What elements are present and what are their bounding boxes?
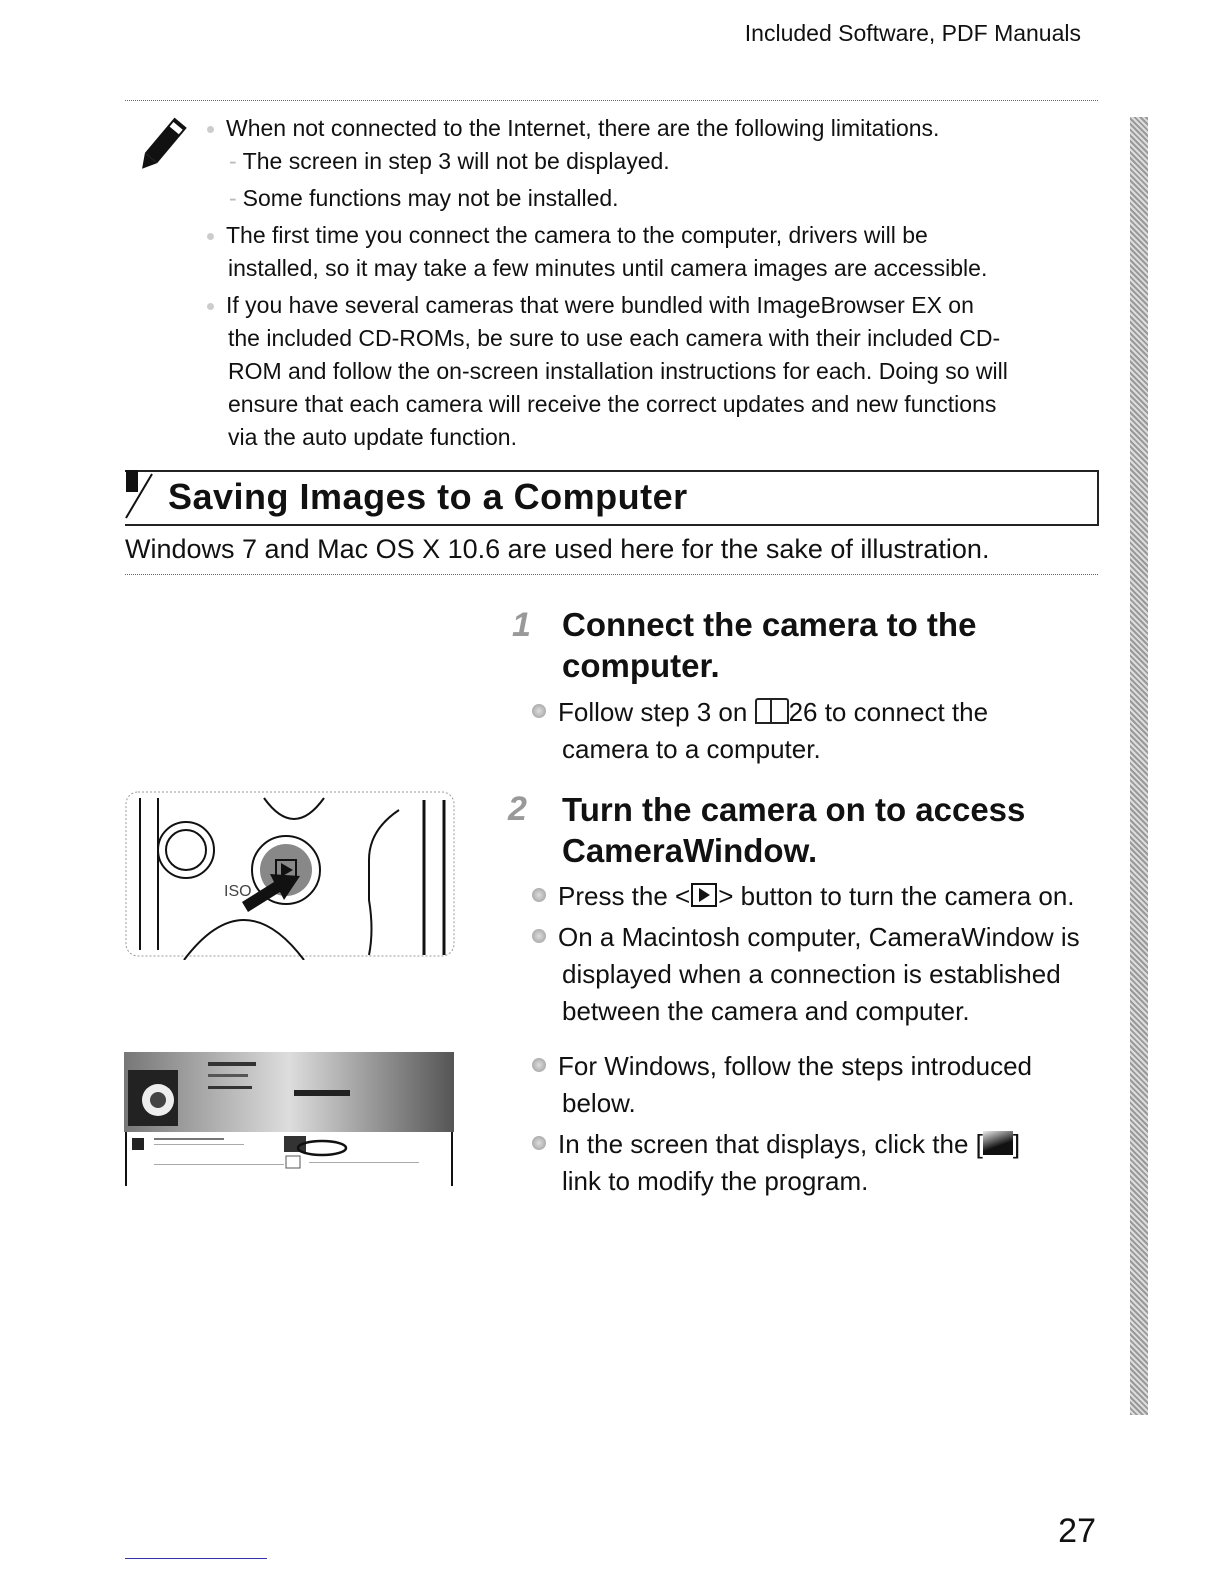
section-marker-icon [122, 466, 162, 522]
step-title: Turn the camera on to access CameraWindow. [562, 791, 1026, 869]
windows-autoplay-screen-illustration [124, 1052, 454, 1186]
page-reference[interactable]: 26 [788, 697, 818, 727]
iso-label: ISO [224, 883, 252, 900]
note-item: When not connected to the Internet, there are the following limitations. [226, 115, 940, 141]
note-item-cont: ROM and follow the on-screen installation instructions for each. Doing so will [228, 358, 1008, 384]
section-title: Saving Images to a Computer [168, 476, 688, 517]
step-title: Connect the camera to the computer. [562, 606, 977, 684]
note-subitem: The screen in step 3 will not be displayed. [242, 148, 670, 174]
note-item-cont: via the auto update function. [228, 424, 517, 450]
chapter-tab-bar [1130, 117, 1148, 1415]
note-subitem: Some functions may not be installed. [242, 185, 619, 211]
note-item-cont: the included CD-ROMs, be sure to use each camera with their included CD- [228, 325, 1001, 351]
change-program-link-icon [983, 1131, 1013, 1155]
pencil-icon [136, 114, 188, 176]
camera-playback-button-illustration [124, 790, 456, 960]
step-number: 1 [512, 606, 531, 644]
section-intro: Windows 7 and Mac OS X 10.6 are used here for the sake of illustration. [125, 534, 990, 564]
note-item: The first time you connect the camera to the computer, drivers will be [226, 222, 928, 248]
note-item: If you have several cameras that were bundled with ImageBrowser EX on [226, 292, 974, 318]
playback-button-icon [691, 883, 717, 907]
step-bullet: Follow step 3 on 26 to connect the camera to a computer. [532, 694, 988, 768]
note-block: When not connected to the Internet, there are the following limitations. - The screen in step 3 will not be displayed. - Some functions may not be installed. The first time you connect the camera to the computer, drivers will be installed, so it may take a few minutes until camera images are accessible. If you have several cameras that were bundled with ImageBrowser EX on the included CD-ROMs, be sure to use each camera with their included CD- ROM and follow the on-screen installation instructions for each. Doing so will ensure that each camera will receive the correct updates and new functions via the auto update function. [207, 112, 1087, 454]
divider [125, 100, 1098, 101]
page-number: 27 [1058, 1512, 1096, 1550]
step-number: 2 [508, 790, 527, 828]
note-item-cont: installed, so it may take a few minutes until camera images are accessible. [228, 255, 988, 281]
book-reference-icon [755, 698, 789, 724]
note-item-cont: ensure that each camera will receive the correct updates and new functions [228, 391, 997, 417]
footer-line [125, 1558, 267, 1559]
running-header: Included Software, PDF Manuals [744, 20, 1081, 46]
step-bullets: Press the < > button to turn the camera on. On a Macintosh computer, CameraWindow is displayed when a connection is established between the camera and computer. For Windows, follow the steps introduced below. In the screen that displays, click the [ ] link to modify the program. [532, 878, 1112, 1200]
divider [125, 574, 1098, 575]
